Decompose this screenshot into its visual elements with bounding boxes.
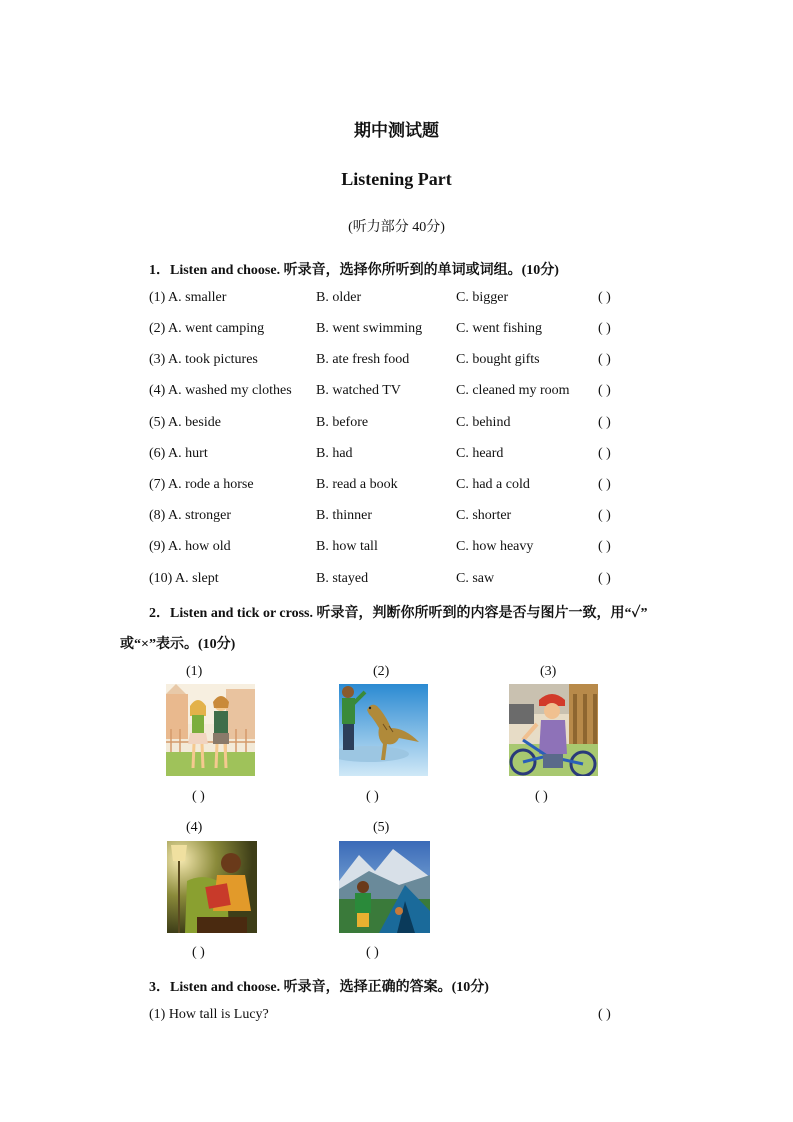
- option-c: C. cleaned my room: [456, 383, 570, 398]
- question-row: [149, 1007, 649, 1027]
- section2-heading-cont: 或“×”表示。(10分): [120, 637, 236, 652]
- question-row: [149, 290, 649, 310]
- option-a: (9) A. how old: [149, 539, 231, 554]
- answer-blank[interactable]: ( ): [598, 477, 611, 492]
- option-c: C. bigger: [456, 290, 509, 305]
- question-row: [149, 539, 649, 559]
- answer-blank[interactable]: ( ): [598, 415, 611, 430]
- answer-blank[interactable]: ( ): [366, 789, 379, 804]
- question-text: (1) How tall is Lucy?: [149, 1007, 269, 1022]
- option-b: B. before: [316, 415, 369, 430]
- section2-heading: 2．Listen and tick or cross. 听录音，判断你所听到的内容是否与图片一致，用“✓”: [149, 606, 648, 621]
- option-a: (4) A. washed my clothes: [149, 383, 292, 398]
- question-row: [149, 571, 649, 591]
- answer-blank[interactable]: ( ): [598, 571, 611, 586]
- picture-number: (1): [186, 664, 203, 679]
- option-b: B. thinner: [316, 508, 372, 523]
- picture-two-girls: [166, 684, 255, 776]
- picture-number: (3): [540, 664, 557, 679]
- answer-blank[interactable]: ( ): [598, 1007, 611, 1022]
- picture-boy-reading: [167, 841, 257, 933]
- section3-heading: 3．Listen and choose. 听录音，选择正确的答案。(10分): [149, 980, 489, 995]
- picture-camping: [339, 841, 430, 933]
- answer-blank[interactable]: ( ): [192, 789, 205, 804]
- answer-blank[interactable]: ( ): [598, 508, 611, 523]
- option-c: C. went fishing: [456, 321, 542, 336]
- option-a: (5) A. beside: [149, 415, 221, 430]
- page-title: 期中测试题: [354, 121, 439, 140]
- answer-blank[interactable]: ( ): [192, 945, 205, 960]
- page-subtitle: Listening Part: [341, 169, 452, 189]
- option-c: C. saw: [456, 571, 495, 586]
- option-a: (1) A. smaller: [149, 290, 227, 305]
- option-a: (3) A. took pictures: [149, 352, 258, 367]
- section1-heading: 1．Listen and choose. 听录音，选择你所听到的单词或词组。(10分): [149, 263, 559, 278]
- question-row: [149, 383, 649, 403]
- answer-blank[interactable]: ( ): [598, 539, 611, 554]
- answer-blank[interactable]: ( ): [366, 945, 379, 960]
- answer-blank[interactable]: ( ): [598, 290, 611, 305]
- option-b: B. had: [316, 446, 353, 461]
- answer-blank[interactable]: ( ): [535, 789, 548, 804]
- answer-blank[interactable]: ( ): [598, 321, 611, 336]
- picture-boy-bike: [509, 684, 598, 776]
- option-a: (6) A. hurt: [149, 446, 208, 461]
- question-row: [149, 508, 649, 528]
- question-row: [149, 415, 649, 435]
- picture-number: (4): [186, 820, 203, 835]
- option-b: B. ate fresh food: [316, 352, 410, 367]
- option-b: B. read a book: [316, 477, 398, 492]
- score-note: (听力部分 40分): [348, 220, 445, 235]
- picture-boy-dinosaur: [339, 684, 428, 776]
- answer-blank[interactable]: ( ): [598, 383, 611, 398]
- option-c: C. bought gifts: [456, 352, 540, 367]
- option-b: B. older: [316, 290, 362, 305]
- option-c: C. heard: [456, 446, 504, 461]
- question-row: [149, 352, 649, 372]
- picture-number: (2): [373, 664, 390, 679]
- option-a: (10) A. slept: [149, 571, 219, 586]
- option-c: C. behind: [456, 415, 511, 430]
- option-b: B. stayed: [316, 571, 369, 586]
- option-a: (7) A. rode a horse: [149, 477, 254, 492]
- answer-blank[interactable]: ( ): [598, 352, 611, 367]
- option-b: B. watched TV: [316, 383, 401, 398]
- question-row: [149, 477, 649, 497]
- option-a: (2) A. went camping: [149, 321, 265, 336]
- option-c: C. how heavy: [456, 539, 534, 554]
- option-b: B. how tall: [316, 539, 378, 554]
- picture-number: (5): [373, 820, 390, 835]
- answer-blank[interactable]: ( ): [598, 446, 611, 461]
- option-a: (8) A. stronger: [149, 508, 232, 523]
- option-c: C. had a cold: [456, 477, 530, 492]
- option-b: B. went swimming: [316, 321, 423, 336]
- question-row: [149, 321, 649, 341]
- option-c: C. shorter: [456, 508, 512, 523]
- question-row: [149, 446, 649, 466]
